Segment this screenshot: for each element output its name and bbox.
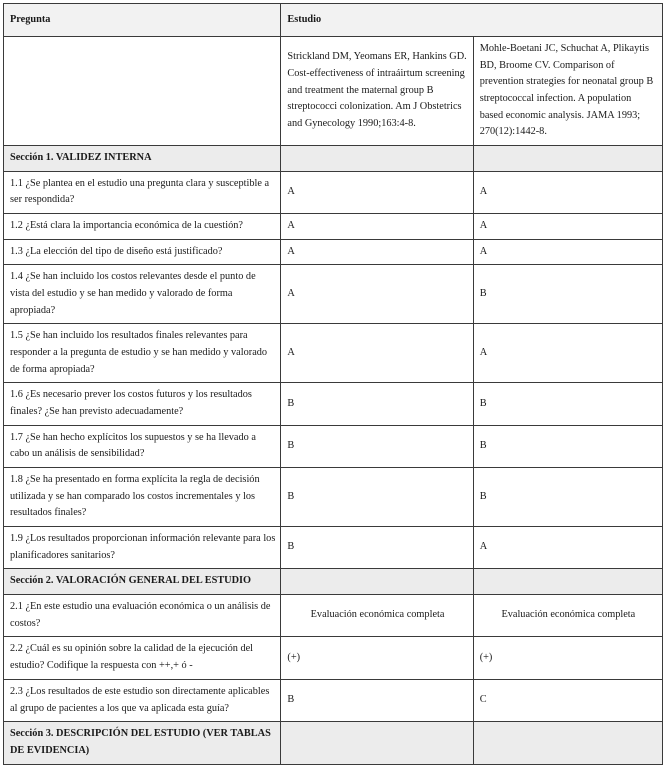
answer-2-2-study2: (+) — [473, 637, 662, 679]
critical-appraisal-table — [3, 3, 663, 765]
table-row — [4, 383, 663, 425]
column-header-pregunta: Pregunta — [4, 4, 281, 37]
section-2-title: Sección 2. VALORACIÓN GENERAL DEL ESTUDIO — [4, 569, 281, 595]
question-2-2: 2.2 ¿Cuál es su opinión sobre la calidad de la ejecución del estudio? Codifique la respuesta con ++,+ ó - — [4, 637, 281, 679]
table-row — [4, 324, 663, 383]
study-2-citation: Mohle-Boetani JC, Schuchat A, Plikaytis BD, Broome CV. Comparison of prevention strategies for neonatal group B streptococcal infection. A population based economic analysis. JAMA 1993; 270(12):1442-8. — [473, 37, 662, 146]
question-1-3: 1.3 ¿La elección del tipo de diseño está justificado? — [4, 239, 281, 265]
table-row — [4, 637, 663, 679]
section-3-title: Sección 3. DESCRIPCIÓN DEL ESTUDIO (VER TABLAS DE EVIDENCIA) — [4, 722, 281, 764]
answer-2-1-study1: Evaluación económica completa — [281, 595, 473, 637]
citation-row-empty-cell — [4, 37, 281, 146]
answer-1-5-study1: A — [281, 324, 473, 383]
table-row — [4, 239, 663, 265]
answer-1-5-study2: A — [473, 324, 662, 383]
section-header-row-1 — [4, 146, 663, 172]
section-2-study2-cell — [473, 569, 662, 595]
answer-1-8-study1: B — [281, 468, 473, 527]
section-1-title: Sección 1. VALIDEZ INTERNA — [4, 146, 281, 172]
answer-1-6-study1: B — [281, 383, 473, 425]
question-2-3: 2.3 ¿Los resultados de este estudio son directamente aplicables al grupo de pacientes a los que va aplicada esta guía? — [4, 679, 281, 721]
answer-2-3-study1: B — [281, 679, 473, 721]
question-1-4: 1.4 ¿Se han incluido los costos relevantes desde el punto de vista del estudio y se han medido y valorado de forma apropiada? — [4, 265, 281, 324]
question-1-7: 1.7 ¿Se han hecho explícitos los supuestos y se ha llevado a cabo un análisis de sensibilidad? — [4, 425, 281, 467]
table-row — [4, 679, 663, 721]
section-3-study1-cell — [281, 722, 473, 764]
section-3-study2-cell — [473, 722, 662, 764]
column-header-estudio: Estudio — [281, 4, 663, 37]
question-1-2: 1.2 ¿Está clara la importancia económica de la cuestión? — [4, 214, 281, 240]
answer-1-1-study2: A — [473, 171, 662, 213]
answer-2-2-study1: (+) — [281, 637, 473, 679]
section-1-study1-cell — [281, 146, 473, 172]
answer-1-1-study1: A — [281, 171, 473, 213]
answer-1-4-study1: A — [281, 265, 473, 324]
answer-1-6-study2: B — [473, 383, 662, 425]
table-row — [4, 468, 663, 527]
question-1-6: 1.6 ¿Es necesario prever los costos futuros y los resultados finales? ¿Se han previsto adecuadamente? — [4, 383, 281, 425]
question-2-1: 2.1 ¿En este estudio una evaluación económica o un análisis de costos? — [4, 595, 281, 637]
answer-1-7-study1: B — [281, 425, 473, 467]
table-row — [4, 171, 663, 213]
table-body — [4, 4, 663, 765]
citation-row — [4, 37, 663, 146]
table-header-row — [4, 4, 663, 37]
section-header-row-3 — [4, 722, 663, 764]
question-1-9: 1.9 ¿Los resultados proporcionan información relevante para los planificadores sanitarios? — [4, 527, 281, 569]
answer-1-2-study1: A — [281, 214, 473, 240]
table-row — [4, 527, 663, 569]
study-1-citation: Strickland DM, Yeomans ER, Hankins GD. Cost-effectiveness of intraáirtum screening and treatment the maternal group B streptococci colonization. Am J Obstetrics and Gynecology 1990;163:4-8. — [281, 37, 473, 146]
answer-1-3-study1: A — [281, 239, 473, 265]
section-2-study1-cell — [281, 569, 473, 595]
table-row — [4, 265, 663, 324]
question-1-8: 1.8 ¿Se ha presentado en forma explícita la regla de decisión utilizada y se han comparado los costos incrementales y los resultados finales? — [4, 468, 281, 527]
table-row — [4, 595, 663, 637]
answer-1-7-study2: B — [473, 425, 662, 467]
table-row — [4, 425, 663, 467]
section-1-study2-cell — [473, 146, 662, 172]
section-header-row-2 — [4, 569, 663, 595]
answer-1-2-study2: A — [473, 214, 662, 240]
answer-2-1-study2: Evaluación económica completa — [473, 595, 662, 637]
question-1-5: 1.5 ¿Se han incluido los resultados finales relevantes para responder a la pregunta de estudio y se han medido y valorado de forma apropiada? — [4, 324, 281, 383]
answer-1-4-study2: B — [473, 265, 662, 324]
question-1-1: 1.1 ¿Se plantea en el estudio una pregunta clara y susceptible a ser respondida? — [4, 171, 281, 213]
answer-1-9-study1: B — [281, 527, 473, 569]
answer-1-8-study2: B — [473, 468, 662, 527]
table-row — [4, 214, 663, 240]
answer-2-3-study2: C — [473, 679, 662, 721]
answer-1-3-study2: A — [473, 239, 662, 265]
answer-1-9-study2: A — [473, 527, 662, 569]
